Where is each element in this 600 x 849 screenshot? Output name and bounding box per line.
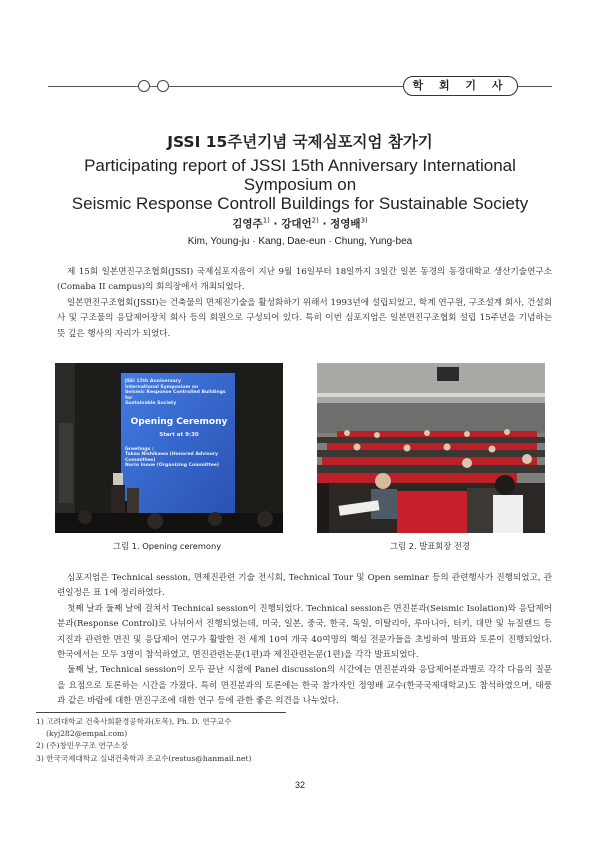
slide-line: JSSI 15th Anniversary [125,379,182,384]
page-number: 32 [294,780,305,790]
slide-line: Sustainable Society [125,401,177,407]
slide-line: International Symposium on [125,384,199,390]
figure-1-caption: 그림 1. Opening ceremony [113,541,222,551]
intro-paragraph-1: 제 15회 일본면진구조협회(JSSI) 국제심포지움이 지난 9월 16일부터 18일까지 3일간 일본 동경의 동경대학교 생산기술연구소(Comaba II campus)의 회의장에서 개최되었다. [57,267,552,293]
header-dot-icon [138,80,150,92]
authors-english: Kim, Young-ju · Kang, Dae-eun · Chung, Yung-bea [187,236,413,247]
footnote-1-email: (kyj282@empal.com) [46,729,128,739]
slide-line: Seismic Response Controlled Buildings for [125,390,226,401]
title-english-line1: Participating report of JSSI 15th Anniversary International Symposium on [84,156,516,194]
body-paragraph-2: 첫째 날과 둘째 날에 걸쳐서 Technical session이 진행되었다. Technical session은 면진분과(Seismic Isolation)와 응답제어분과(Response Control)로 나뉘어서 진행되었는데, 미국, 일본, 중국, 한국, 독일, 이탈리아, 루마니아, 터키, 대만 및 뉴질랜드 등 지진과 관련한 면진 및 응답제어 연구가 활발한 전 세계 10여 개국 40여명의 핵심 전문가들을 초빙하여 발표와 토론이 진행되었다. 한국에서는 모두 3명이 참석하였고, 면진관련논문(1편)과 제진관련논문(1편)을 각각 발표되었다. [57,603,552,661]
slide-greetings-label: Greetings : [125,446,154,452]
intro-text [57,265,552,342]
slide-time: Start at 9:30 [159,431,199,438]
author-footnote-mark: 2) [311,216,319,225]
section-tag: 학 회 기 사 [403,76,518,96]
title-english [40,156,560,213]
body-paragraph-1: 심포지엄은 Technical session, 면제진관련 기술 전시회, Technical Tour 및 Open seminar 등의 관련행사가 진행되었고, 관련일정은 표 1에 정리하였다. [57,573,552,599]
slide-greeting: Takao Nishikawa (Honored Advisory Committee) [125,452,219,463]
body-paragraph-3: 둘째 날, Technical session이 모두 끝난 시점에 Panel discussion의 시간에는 면진분과와 응답제어분과별로 각각 다음의 질문을 요점으로 토론하는 시간을 가졌다. 특히 면진분과의 토론에는 한국 참가자인 정영배 교수(한국국제대학교)도 참석하였으며, 태풍과 같은 바람에 대한 면진구조에 대한 연구 등에 관한 좋은 의견을 나누었다. [57,665,552,707]
slide-text [125,379,233,469]
author-footnote-mark: 1) [262,216,270,225]
author-name: 정영배 [330,218,361,230]
footnote-3: 3) 한국국제대학교 실내건축학과 조교수(restus@hanmail.net) [36,753,252,763]
footnote-1: 1) 고려대학교 건축사회환경공학과(토목), Ph. D. 연구교수 [36,717,232,726]
footnote-divider [36,712,286,713]
authors-korean [0,216,600,231]
lecture-hall-illustration [317,363,545,533]
lecture-hall-photo [317,363,545,533]
opening-ceremony-photo [55,363,283,533]
footnotes [36,716,556,765]
author-name: 강대언 [281,218,312,230]
author-name: 김영주 [232,218,263,230]
title-korean: JSSI 15주년기념 국제심포지엄 참가기 [167,133,433,151]
body-text [57,571,552,710]
intro-paragraph-2: 일본면진구조협회(JSSI)는 건축물의 면제진기술을 활성화하기 위해서 1993년에 설립되었고, 학계 연구원, 구조설계 회사, 건설회사 및 구조물의 응답제어장치 회사 등의 회원으로 구성되어 있다. 특히 이번 심포지엄은 일본면진구조협회 설립 15주년을 기념하는 뜻 깊은 행사의 자리가 되었다. [57,297,552,339]
author-footnote-mark: 3) [360,216,368,225]
figure-2-caption: 그림 2. 발표회장 전경 [390,541,470,551]
slide-heading: Opening Ceremony [130,416,228,427]
header-rule-left [48,86,138,87]
slide-greeting: Norio Inoue (Organizing Committee) [125,463,220,469]
title-english-line2: Seismic Response Controll Buildings for Sustainable Society [71,194,529,213]
author-separator: · [269,218,282,230]
author-separator: · [318,218,331,230]
footnote-2: 2) (주)창민우구조 연구소장 [36,741,128,751]
header-dot-icon [157,80,169,92]
